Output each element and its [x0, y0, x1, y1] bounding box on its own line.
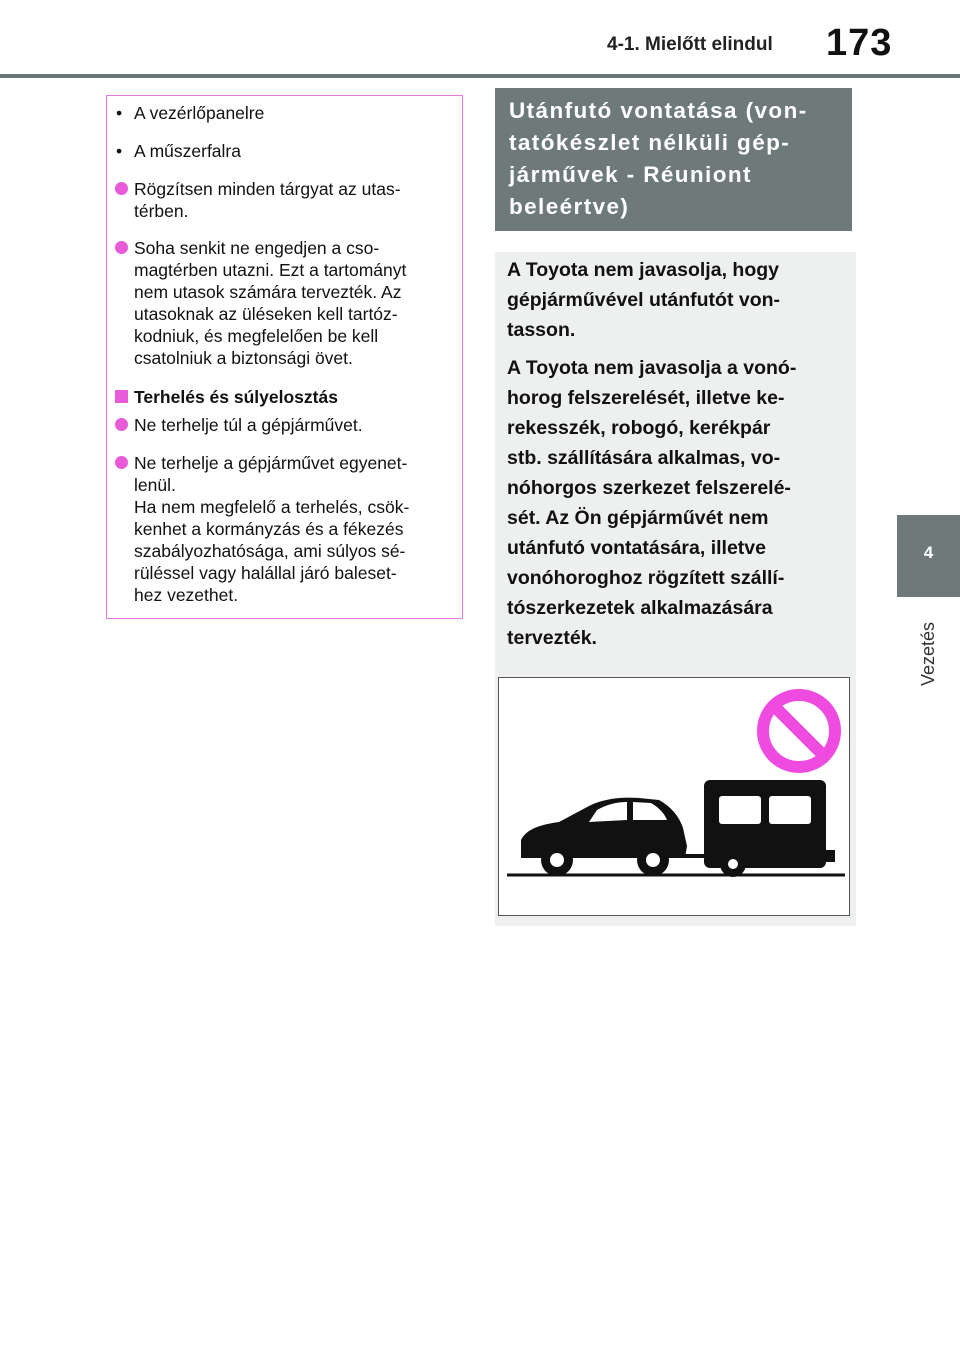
section-title-box [495, 88, 852, 231]
list-item-text: kenhet a kormányzás és a fékezés [134, 519, 404, 539]
list-item-text: kodniuk, és megfelelően be kell [134, 326, 379, 346]
paragraph-line: sét. Az Ön gépjárművét nem [507, 507, 769, 529]
list-item-text: hez vezethet. [134, 585, 239, 605]
list-item-text: utasoknak az üléseken kell tartóz- [134, 304, 398, 324]
paragraph-line: stb. szállítására alkalmas, vo- [507, 447, 781, 469]
list-item-text: szabályozhatósága, ami súlyos sé- [134, 541, 406, 561]
chapter-label: Vezetés [918, 621, 938, 686]
list-item-text: Rögzítsen minden tárgyat az utas- [134, 179, 401, 199]
paragraph-line: gépjárművével utánfutót von- [507, 289, 781, 311]
title-line: Utánfutó vontatása (von- [509, 98, 808, 123]
section-title: 4-1. Mielőtt elindul [607, 34, 773, 55]
car-towing-trailer-illustration [499, 678, 849, 915]
chapter-number: 4 [923, 543, 934, 562]
header-rule [0, 74, 960, 78]
list-item-text: térben. [134, 201, 189, 221]
towing-info-box [495, 252, 856, 926]
circle-bullet-icon [115, 456, 128, 469]
paragraph-line: nóhorgos szerkezet felszerelé- [507, 477, 791, 499]
square-bullet-icon [115, 390, 128, 403]
list-item-text: A műszerfalra [134, 141, 241, 161]
paragraph-line: tószerkezetek alkalmazására [507, 597, 773, 619]
list-item-text: Ne terhelje a gépjárművet egyenet- [134, 453, 408, 473]
left-info-box [106, 95, 463, 619]
circle-bullet-icon [115, 241, 128, 254]
bullet-icon: • [116, 141, 123, 161]
paragraph-line: tasson. [507, 319, 576, 341]
list-item-text: Ha nem megfelelő a terhelés, csök- [134, 497, 410, 517]
chapter-label-wrap [902, 600, 938, 700]
list-item-text: Ne terhelje túl a gépjárművet. [134, 415, 363, 435]
section-heading-text: Terhelés és súlyelosztás [134, 387, 338, 407]
title-line: járművek - Réuniont [509, 162, 752, 187]
title-line: tatókészlet nélküli gép- [509, 130, 791, 155]
list-item-text: csatolniuk a biztonsági övet. [134, 348, 353, 368]
towing-illustration [498, 677, 850, 916]
list-item-text: magtérben utazni. Ezt a tartományt [134, 260, 407, 280]
list-item-text: nem utasok számára tervezték. Az [134, 282, 402, 302]
bullet-icon: • [116, 103, 123, 123]
list-item-text: lenül. [134, 475, 176, 495]
paragraph-line: horog felszerelését, illetve ke- [507, 387, 785, 409]
paragraph-line: A Toyota nem javasolja a vonó- [507, 357, 797, 379]
list-item-text: A vezérlőpanelre [134, 103, 265, 123]
page-number: 173 [826, 22, 893, 64]
title-line: beleértve) [509, 194, 630, 219]
circle-bullet-icon [115, 182, 128, 195]
paragraph-line: utánfutó vontatására, illetve [507, 537, 766, 559]
paragraph-line: A Toyota nem javasolja, hogy [507, 259, 779, 281]
paragraph-line: rekesszék, robogó, kerékpár [507, 417, 771, 439]
chapter-tab[interactable] [897, 515, 960, 597]
paragraph-line: vonóhoroghoz rögzített szállí- [507, 567, 785, 589]
paragraph-line: tervezték. [507, 627, 597, 649]
list-item-text: rüléssel vagy halállal járó baleset- [134, 563, 397, 583]
list-item-text: Soha senkit ne engedjen a cso- [134, 238, 380, 258]
prohibition-icon [763, 695, 835, 767]
circle-bullet-icon [115, 418, 128, 431]
